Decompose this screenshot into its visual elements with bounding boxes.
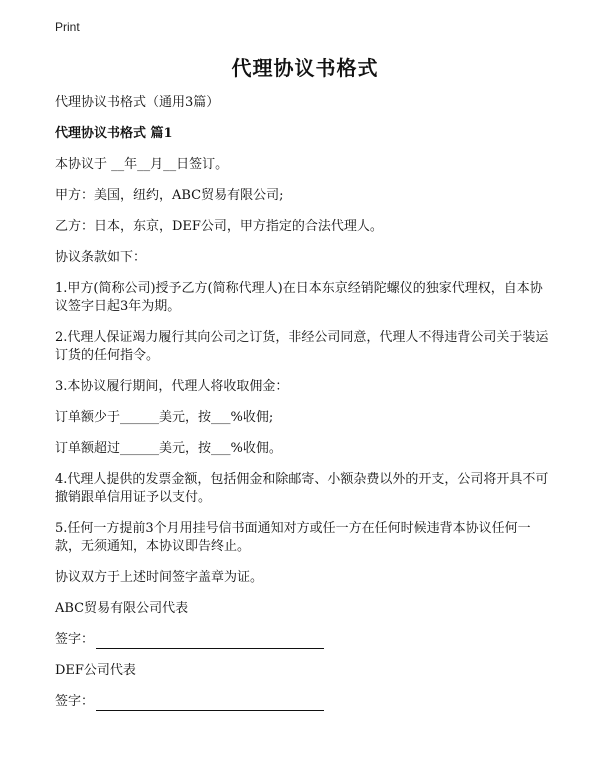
paragraph-closing: 协议双方于上述时间签字盖章为证。 bbox=[55, 570, 264, 585]
print-link[interactable]: Print bbox=[55, 20, 80, 34]
signature-row-def bbox=[55, 693, 550, 711]
signature-line bbox=[96, 634, 324, 649]
paragraph-party-a: 甲方：美国，纽约，ABC贸易有限公司; bbox=[55, 188, 284, 203]
paragraph-terms-intro: 协议条款如下： bbox=[55, 250, 147, 265]
signature-party-abc: ABC贸易有限公司代表 bbox=[55, 601, 189, 616]
signature-label: 签字： bbox=[55, 632, 95, 647]
paragraph-commission-high: 订单额超过______美元，按___%收佣。 bbox=[55, 441, 282, 456]
paragraph-term-1: 1.甲方(简称公司)授予乙方(简称代理人)在日本东京经销陀螺仪的独家代理权，自本协议签字日起3年为期。 bbox=[55, 281, 543, 314]
section-heading: 代理协议书格式 篇1 bbox=[55, 126, 173, 141]
paragraph-term-4: 4.代理人提供的发票金额，包括佣金和除邮寄、小额杂费以外的开支，公司将开具不可撤销跟单信用证予以支付。 bbox=[55, 472, 549, 505]
paragraph-term-5: 5.任何一方提前3个月用挂号信书面通知对方或任一方在任何时候违背本协议任何一款，无须通知，本协议即告终止。 bbox=[55, 521, 531, 554]
document-title: 代理协议书格式 bbox=[231, 56, 379, 80]
paragraph-term-2: 2.代理人保证竭力履行其向公司之订货，非经公司同意，代理人不得违背公司关于装运订货的任何指令。 bbox=[55, 330, 549, 363]
signature-line bbox=[96, 696, 324, 711]
paragraph-commission-low: 订单额少于______美元，按___%收佣; bbox=[55, 410, 274, 425]
signature-party-def: DEF公司代表 bbox=[55, 663, 136, 678]
document-intro: 代理协议书格式（通用3篇） bbox=[55, 95, 220, 110]
signature-row-abc bbox=[55, 631, 550, 649]
paragraph-party-b: 乙方：日本，东京，DEF公司，甲方指定的合法代理人。 bbox=[55, 219, 383, 234]
document-body bbox=[55, 94, 550, 724]
signature-label: 签字： bbox=[55, 694, 95, 709]
paragraph-date: 本协议于 __年__月__日签订。 bbox=[55, 157, 229, 172]
paragraph-term-3: 3.本协议履行期间，代理人将收取佣金： bbox=[55, 379, 289, 394]
